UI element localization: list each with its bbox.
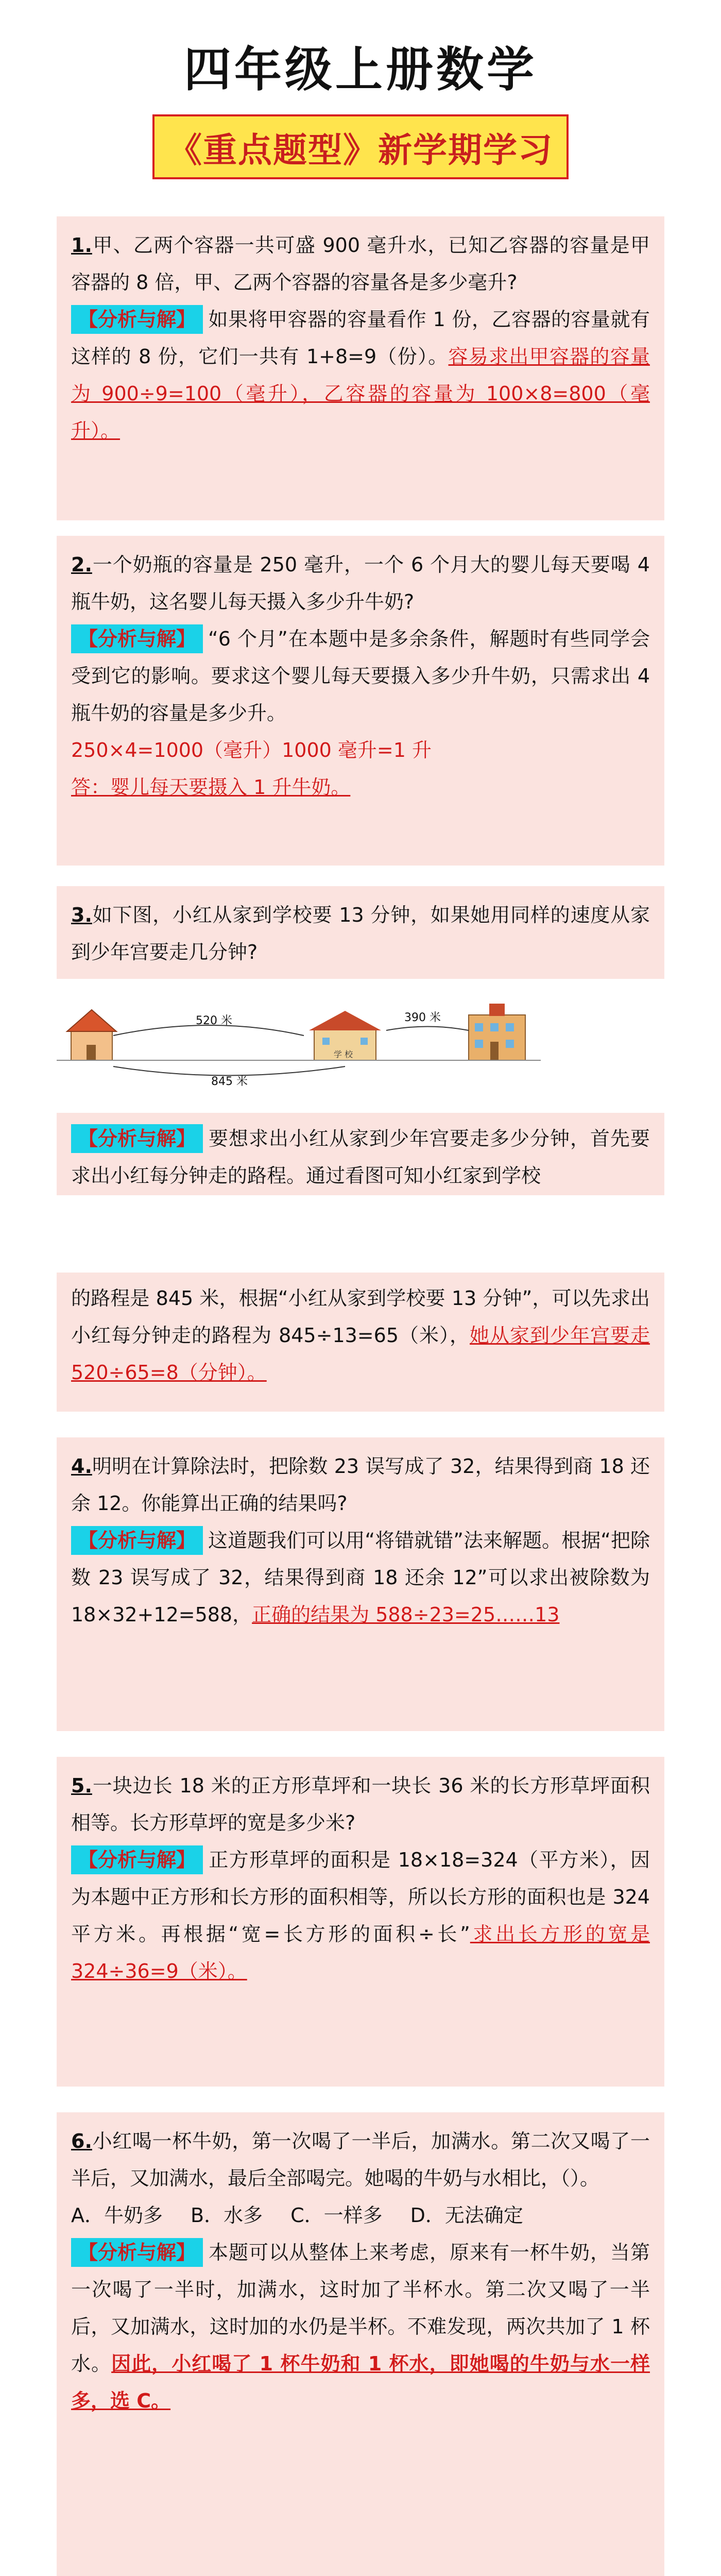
question-3: [57, 896, 664, 971]
analysis-text: 正方形草坪的面积是 18×18=324（平方米），因为本题中正方形和长方形的面积相等，所以长方形的面积也是 324 平方米。再根据“宽=长方形的面积÷长”: [71, 1849, 650, 1945]
analysis-tag: 【分析与解】: [71, 624, 203, 653]
option-d: D．无法确定: [410, 2204, 523, 2227]
question-5: [57, 1767, 664, 1841]
question-4: [57, 1448, 664, 1522]
question-card-1: [57, 216, 664, 520]
analysis-text: “6 个月”在本题中是多余条件，解题时有些同学会受到它的影响。要求这个婴儿每天要摄入多少升牛奶，只需求出 4 瓶牛奶的容量是多少升。: [71, 628, 650, 724]
analysis-tag: 【分析与解】: [71, 1124, 203, 1153]
question-text: 明明在计算除法时，把除数 23 误写成了 32，结果得到商 18 还余 12。你能算出正确的结果吗?: [71, 1455, 650, 1515]
analysis-card-3b: [57, 1273, 664, 1412]
analysis-3a: [57, 1120, 664, 1194]
analysis-1: [57, 301, 664, 449]
question-text: 小红喝一杯牛奶，第一次喝了一半后，加满水。第二次又喝了一半后，又加满水，最后全部喝完。她喝的牛奶与水相比，（）。: [71, 2130, 650, 2190]
analysis-text: 的路程是 845 米，根据“小红从家到学校要 13 分钟”，可以先求出小红每分钟走的路程为 845÷13=65（米），: [71, 1287, 650, 1347]
question-card-2: [57, 536, 664, 866]
question-text: 如下图，小红从家到学校要 13 分钟，如果她用同样的速度从家到少年宫要走几分钟?: [71, 904, 650, 963]
analysis-tag: 【分析与解】: [71, 305, 203, 334]
analysis-tag: 【分析与解】: [71, 1526, 203, 1555]
question-6: [57, 2123, 664, 2197]
analysis-text: 要想求出小红从家到少年宫要走多少分钟，首先要求出小红每分钟走的路程。通过看图可知小红家到学校: [71, 1127, 650, 1187]
analysis-tag: 【分析与解】: [71, 1845, 203, 1874]
school-label: 学 校: [334, 1049, 353, 1059]
subtitle-banner: [152, 114, 569, 179]
question-number: 5.: [71, 1774, 92, 1797]
question-card-4: [57, 1437, 664, 1731]
question-text: 一个奶瓶的容量是 250 毫升，一个 6 个月大的婴儿每天要喝 4 瓶牛奶，这名婴儿每天摄入多少升牛奶?: [71, 553, 650, 613]
page-title: 四年级上册数学: [183, 42, 537, 97]
question-2: [57, 546, 664, 620]
question-number: 2.: [71, 553, 92, 576]
options-6: [57, 2197, 664, 2234]
answer-text: 求出长方形的宽是 324÷36=9（米）。: [71, 1923, 650, 1982]
question-number: 1.: [71, 234, 92, 257]
analysis-2: [57, 620, 664, 732]
calc-2: 250×4=1000（毫升）1000 毫升=1 升: [71, 739, 432, 761]
question-text: 甲、乙两个容器一共可盛 900 毫升水，已知乙容器的容量是甲容器的 8 倍，甲、乙两个容器的容量各是多少毫升?: [71, 234, 650, 294]
analysis-5: [57, 1841, 664, 1990]
question-1: [57, 227, 664, 301]
route-diagram: [57, 994, 541, 1087]
subtitle-text: 《重点题型》新学期学习: [168, 130, 553, 170]
question-card-3: [57, 886, 664, 979]
left-distance-label: 520 米: [196, 1014, 232, 1027]
analysis-tag: 【分析与解】: [71, 2238, 203, 2267]
question-card-5: [57, 1757, 664, 2087]
analysis-text: 本题可以从整体上来考虑，原来有一杯牛奶，当第一次喝了一半时，加满水，这时加了半杯水。第二次又喝了一半后，又加满水，这时加的水仍是半杯。不难发现，两次共加了 1 杯水。: [71, 2241, 650, 2375]
question-card-6: [57, 2112, 664, 2576]
option-a: A．牛奶多: [71, 2204, 163, 2227]
right-distance-label: 390 米: [404, 1011, 441, 1024]
analysis-4: [57, 1522, 664, 1633]
question-number: 3.: [71, 904, 92, 926]
analysis-text: 如果将甲容器的容量看作 1 份，乙容器的容量就有这样的 8 份，它们一共有 1+8=9（份）。: [71, 308, 650, 368]
bottom-distance-label: 845 米: [211, 1075, 248, 1087]
answer-text: 容易求出甲容器的容量为 900÷9=100（毫升），乙容器的容量为 100×8=800（毫升）。: [71, 345, 650, 442]
answer-text: 正确的结果为 588÷23=25……13: [252, 1603, 560, 1626]
answer-2: 答：婴儿每天要摄入 1 升牛奶。: [71, 776, 351, 799]
question-number: 4.: [71, 1455, 92, 1478]
option-c: C．一样多: [290, 2204, 383, 2227]
analysis-3b: [57, 1280, 664, 1391]
question-text: 一块边长 18 米的正方形草坪和一块长 36 米的长方形草坪面积相等。长方形草坪的宽是多少米?: [71, 1774, 650, 1834]
analysis-card-3a: [57, 1113, 664, 1195]
answer-text: 她从家到少年宫要走 520÷65=8（分钟）。: [71, 1324, 650, 1384]
answer-text: 因此，小红喝了 1 杯牛奶和 1 杯水，即她喝的牛奶与水一样多，选 C。: [71, 2352, 650, 2412]
option-b: B．水多: [191, 2204, 263, 2227]
question-number: 6.: [71, 2130, 92, 2153]
analysis-6: [57, 2234, 664, 2419]
analysis-text: 这道题我们可以用“将错就错”法来解题。根据“把除数 23 误写成了 32，结果得到商 18 还余 12”可以求出被除数为 18×32+12=588，: [71, 1529, 650, 1626]
